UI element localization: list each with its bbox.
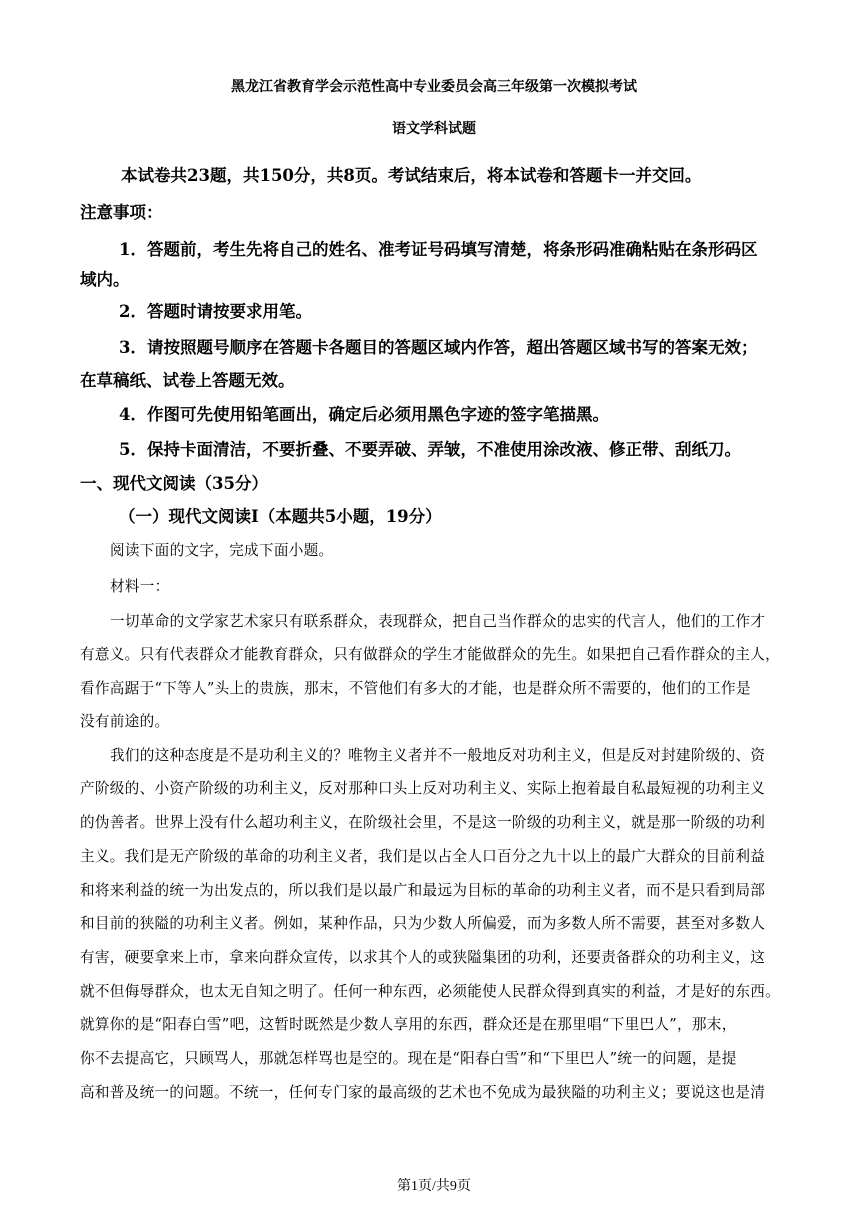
notice-item-3: 3．请按照题号顺序在答题卡各题目的答题区域内作答，超出答题区域书写的答案无效； bbox=[119, 338, 758, 357]
notice-item-5: 5．保持卡面清洁，不要折叠、不要弄破、弄皱，不准使用涂改液、修正带、刮纸刀。 bbox=[119, 440, 741, 459]
paragraph-line: 有害，硬要拿来上市，拿来向群众宣传，以求其个人的或狭隘集团的功利，还要责备群众的功利主义，这 bbox=[80, 949, 766, 966]
paragraph-line: 就不但侮辱群众，也太无自知之明了。任何一种东西，必须能使人民群众得到真实的利益，才是好的东西。 bbox=[80, 983, 781, 1000]
paragraph-line: 一切革命的文学家艺术家只有联系群众，表现群众，把自己当作群众的忠实的代言人，他们的工作才 bbox=[110, 613, 766, 630]
paragraph-line: 你不去提高它，只顾骂人，那就怎样骂也是空的。现在是“阳春白雪”和“下里巴人”统一的问题，是提 bbox=[80, 1050, 737, 1067]
subject-title: 语文学科试题 bbox=[392, 121, 476, 137]
notice-item-2: 2．答题时请按要求用笔。 bbox=[119, 302, 312, 321]
paragraph-line: 和目前的狭隘的功利主义者。例如，某种作品，只为少数人所偏爱，而为多数人所不需要，甚至对多数人 bbox=[80, 915, 766, 932]
paragraph-line: 和将来利益的统一为出发点的，所以我们是以最广和最远为目标的革命的功利主义者，而不是只看到局部 bbox=[80, 882, 766, 899]
exam-title: 黑龙江省教育学会示范性高中专业委员会高三年级第一次模拟考试 bbox=[231, 79, 637, 95]
notice-heading: 注意事项： bbox=[80, 203, 163, 222]
paragraph-line: 产阶级的、小资产阶级的功利主义，反对那种口头上反对功利主义、实际上抱着最自私最短视的功利主义 bbox=[80, 780, 766, 797]
section-heading: 一、现代文阅读（35分） bbox=[80, 474, 268, 493]
notice-item-4: 4．作图可先使用铅笔画出，确定后必须用黑色字迹的签字笔描黑。 bbox=[119, 405, 609, 424]
paragraph-line: 我们的这种态度是不是功利主义的？唯物主义者并不一般地反对功利主义，但是反对封建阶级的、资 bbox=[110, 747, 766, 764]
material-label: 材料一： bbox=[110, 578, 170, 595]
page-number: 第1页/共9页 bbox=[397, 1179, 471, 1194]
reading-instruction: 阅读下面的文字，完成下面小题。 bbox=[110, 542, 334, 559]
paragraph-line: 的伪善者。世界上没有什么超功利主义，在阶级社会里，不是这一阶级的功利主义，就是那一阶级的功利 bbox=[80, 814, 766, 831]
subsection-heading: （一）现代文阅读Ⅰ（本题共5小题，19分） bbox=[119, 507, 442, 526]
paragraph-line: 有意义。只有代表群众才能教育群众，只有做群众的学生才能做群众的先生。如果把自己看作群众的主人， bbox=[80, 646, 781, 663]
paragraph-line: 主义。我们是无产阶级的革命的功利主义者，我们是以占全人口百分之九十以上的最广大群众的目前利益 bbox=[80, 848, 766, 865]
paragraph-line: 高和普及统一的问题。不统一，任何专门家的最高级的艺术也不免成为最狭隘的功利主义；要说这也是清 bbox=[80, 1084, 766, 1101]
paragraph-line: 就算你的是“阳春白雪”吧，这暂时既然是少数人享用的东西，群众还是在那里唱“下里巴人”，那末， bbox=[80, 1016, 737, 1033]
paragraph-line: 看作高踞于“下等人”头上的贵族，那末，不管他们有多大的才能，也是群众所不需要的，他们的工作是 bbox=[80, 680, 751, 697]
notice-item-1: 1．答题前，考生先将自己的姓名、准考证号码填写清楚，将条形码准确粘贴在条形码区 bbox=[119, 240, 758, 259]
notice-item-1-cont: 域内。 bbox=[80, 270, 130, 289]
intro-line: 本试卷共23题，共150分，共8页。考试结束后，将本试卷和答题卡一并交回。 bbox=[121, 166, 702, 185]
notice-item-3-cont: 在草稿纸、试卷上答题无效。 bbox=[80, 371, 295, 390]
paragraph-line: 没有前途的。 bbox=[80, 713, 170, 730]
